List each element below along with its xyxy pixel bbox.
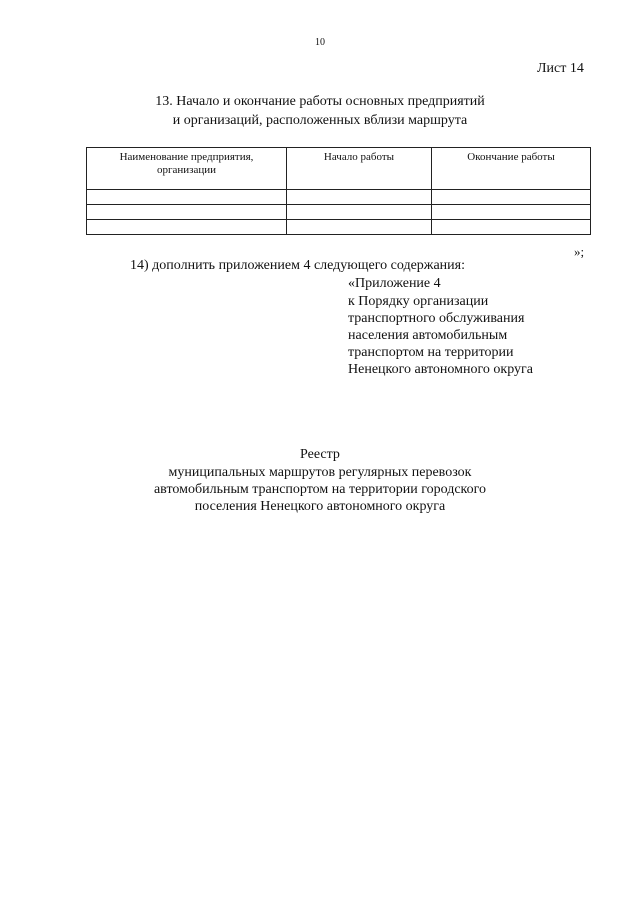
table-cell xyxy=(287,220,432,235)
column-header-organization-line-2: организации xyxy=(156,164,217,176)
appendix-header-line-5: транспортом на территории xyxy=(348,345,514,360)
table-cell xyxy=(432,205,591,220)
registry-subtitle-line-2: автомобильным транспортом на территории городского xyxy=(153,482,487,497)
table-row xyxy=(87,205,591,220)
column-header-organization xyxy=(87,148,287,190)
registry-title: Реестр xyxy=(300,447,340,462)
table-cell xyxy=(87,220,287,235)
column-header-start: Начало работы xyxy=(287,148,432,190)
table-cell xyxy=(87,190,287,205)
section-title-line-1: 13. Начало и окончание работы основных предприятий xyxy=(155,94,485,109)
column-header-end: Окончание работы xyxy=(432,148,591,190)
work-hours-table xyxy=(86,147,591,235)
appendix-header-line-6: Ненецкого автономного округа xyxy=(348,362,533,377)
table-header-row xyxy=(87,148,591,190)
column-header-organization-line-1: Наименование предприятия, xyxy=(119,151,254,163)
page-number: 10 xyxy=(315,37,325,48)
closing-quote: »; xyxy=(574,244,585,259)
registry-subtitle-line-3: поселения Ненецкого автономного округа xyxy=(194,499,446,514)
registry-subtitle-line-1: муниципальных маршрутов регулярных перевозок xyxy=(168,465,472,480)
table-row xyxy=(87,220,591,235)
table-cell xyxy=(287,190,432,205)
table-cell xyxy=(432,220,591,235)
sheet-label: Лист 14 xyxy=(537,61,584,76)
section-title-line-2: и организаций, расположенных вблизи маршрута xyxy=(172,113,468,128)
table-cell xyxy=(287,205,432,220)
appendix-header-line-3: транспортного обслуживания xyxy=(348,311,525,326)
item-14-paragraph: 14) дополнить приложением 4 следующего содержания: xyxy=(130,258,465,273)
table-row xyxy=(87,190,591,205)
appendix-header-line-1: «Приложение 4 xyxy=(348,276,441,291)
appendix-header-line-2: к Порядку организации xyxy=(348,294,489,309)
appendix-header-line-4: населения автомобильным xyxy=(348,328,508,343)
table-cell xyxy=(432,190,591,205)
table-cell xyxy=(87,205,287,220)
